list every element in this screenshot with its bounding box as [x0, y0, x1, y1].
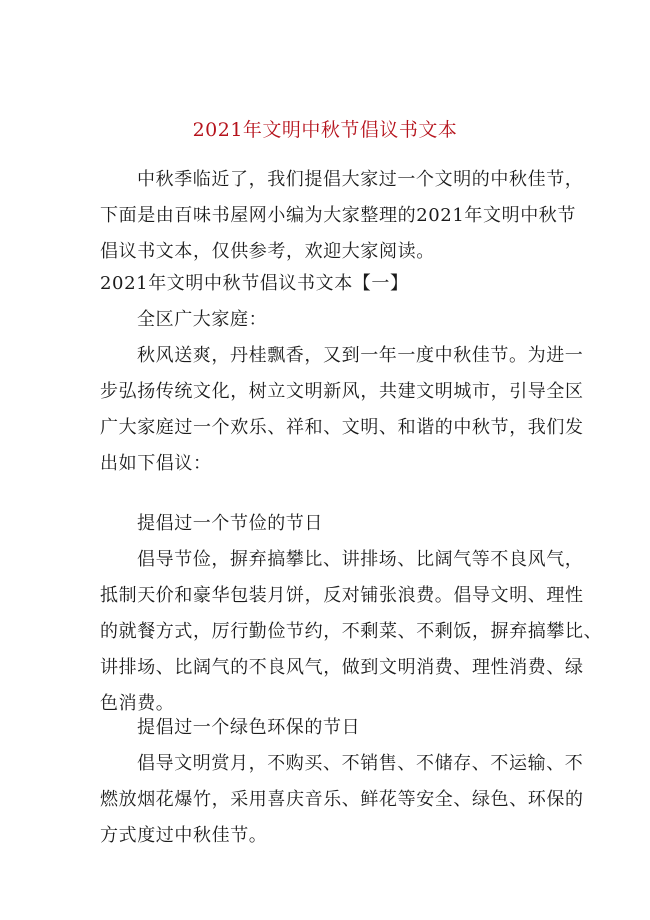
item1-line: 倡导节俭，摒弃搞攀比、讲排场、比阔气等不良风气，	[137, 549, 584, 570]
opening-line: 步弘扬传统文化，树立文明新风，共建文明城市，引导全区	[100, 381, 584, 402]
item2-line: 方式度过中秋佳节。	[100, 825, 268, 846]
intro-line: 中秋季临近了，我们提倡大家过一个文明的中秋佳节，	[137, 169, 584, 190]
item1-heading: 提倡过一个节俭的节日	[137, 513, 323, 534]
item1-line: 讲排场、比阔气的不良风气，做到文明消费、理性消费、绿	[100, 657, 584, 678]
opening-line: 广大家庭过一个欢乐、祥和、文明、和谐的中秋节，我们发	[100, 417, 584, 438]
intro-line: 倡议书文本，仅供参考，欢迎大家阅读。	[100, 241, 435, 262]
opening-line: 秋风送爽，丹桂飘香，又到一年一度中秋佳节。为进一	[137, 345, 584, 366]
item2-heading: 提倡过一个绿色环保的节日	[137, 717, 361, 738]
item2-line: 燃放烟花爆竹，采用喜庆音乐、鲜花等安全、绿色、环保的	[100, 789, 584, 810]
item1-line: 色消费。	[100, 693, 175, 714]
intro-line: 下面是由百味书屋网小编为大家整理的2021年文明中秋节	[100, 205, 577, 226]
item1-line: 抵制天价和豪华包装月饼，反对铺张浪费。倡导文明、理性	[100, 585, 584, 606]
section-heading: 2021年文明中秋节倡议书文本【一】	[100, 273, 409, 294]
opening-line: 出如下倡议：	[100, 453, 212, 474]
item1-line: 的就餐方式，厉行勤俭节约，不剩菜、不剩饭，摒弃搞攀比、	[100, 621, 603, 642]
salutation: 全区广大家庭：	[137, 309, 268, 330]
document-title: 2021年文明中秋节倡议书文本	[192, 119, 458, 141]
item2-line: 倡导文明赏月，不购买、不销售、不储存、不运输、不	[137, 753, 584, 774]
